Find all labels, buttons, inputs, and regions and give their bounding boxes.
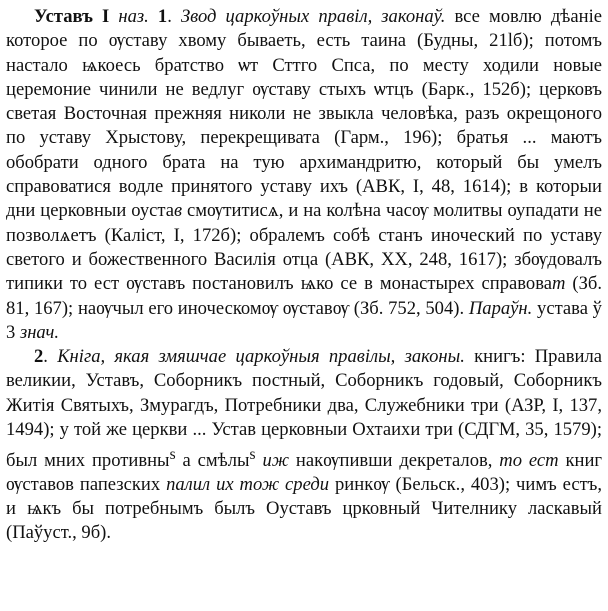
- sense-2-paragraph: [6, 345, 602, 546]
- sense-1-paragraph: [6, 5, 602, 345]
- text-segment: накѹпивши декреталов,: [289, 449, 500, 471]
- headword: Уставъ I: [34, 6, 110, 27]
- text-segment: 1: [157, 6, 168, 27]
- text-segment: палил их тож среди: [166, 473, 330, 495]
- text-segment: то ест: [499, 449, 559, 471]
- text-segment: наз.: [118, 6, 149, 27]
- text-segment: книг ѹставов папезских: [6, 449, 603, 495]
- text-segment: а смѣлы: [175, 449, 250, 471]
- text-segment: Параўн.: [468, 297, 533, 319]
- text-segment: .: [43, 346, 58, 368]
- text-segment: иж: [262, 449, 290, 471]
- text-segment: (Зб. 81, 167); наѹчыл его иноческомѹ ѹставѹ (Зб. 752, 504).: [6, 273, 603, 319]
- text-segment: [149, 6, 158, 27]
- text-segment: т: [552, 273, 566, 295]
- text-segment: все мовлю дѣаніе которое по ѹставу хвому бываеть, есть таина (Будны, 21lб); потомъ настало ѩкоесь братство ѡт Сттго Спса, по месту ходили новые церемоние чинили не ведлуг ѹставу стыхъ ѡтцъ (Барк., 152б); церковъ светая Восточная прежняя николи не звыкла человѣка, разъ окрещоного по уставу Хрыстову, перекрещивата (Гарм., 196); братья ... маютъ обобрати одного брата на тую архимандритю, который бы умелъ справоватися водле принятого уставу ихъ (АВК, I, 48, 1614); в которыи дни церковныи оуста: [6, 6, 603, 222]
- text-segment: .: [167, 6, 181, 27]
- text-segment: смѹтитисѧ, и на колѣна часѹ молитвы оупадати не позволѧетъ (Каліст, I, 172б); обралемъ собѣ станъ иноческий по уставу светого и божественного Василія отца (АВК, XX, 248, 1617); збѹдовалъ типики то ест ѹставъ постановилъ ѩко се в монастырех справова: [6, 200, 602, 295]
- text-segment: Кніга, якая змяшчае царкоўныя правілы, законы.: [57, 346, 465, 368]
- text-segment: Звод царкоўных правіл, законаў.: [180, 6, 446, 27]
- text-segment: ринкѹ (Бельск., 403); чимъ естъ, и ѩкъ бы потребнымъ былъ Оуставъ црковный Чителнику ласкавый (Паўуст., 9б).: [6, 473, 603, 544]
- text-segment: s: [249, 445, 256, 463]
- text-segment: s: [169, 445, 176, 463]
- text-segment: 2: [34, 346, 44, 368]
- text-segment: знач.: [19, 321, 60, 343]
- text-segment: в: [174, 200, 183, 222]
- sense-2-text: [6, 346, 602, 543]
- text-segment: устава ў 3: [6, 297, 602, 343]
- text-segment: книгъ: Правила великии, Уставъ, Соборникъ постный, Соборникъ годовый, Соборникъ Житія Святыхъ, Змурагдъ, Потребники два, Служебники три (АЗР, I, 137, 1494); у той же церкви ... Устав церковныи Охтаихи три (СДГМ, 35, 1579); был мних противны: [6, 346, 602, 471]
- sense-1-text: [6, 6, 602, 343]
